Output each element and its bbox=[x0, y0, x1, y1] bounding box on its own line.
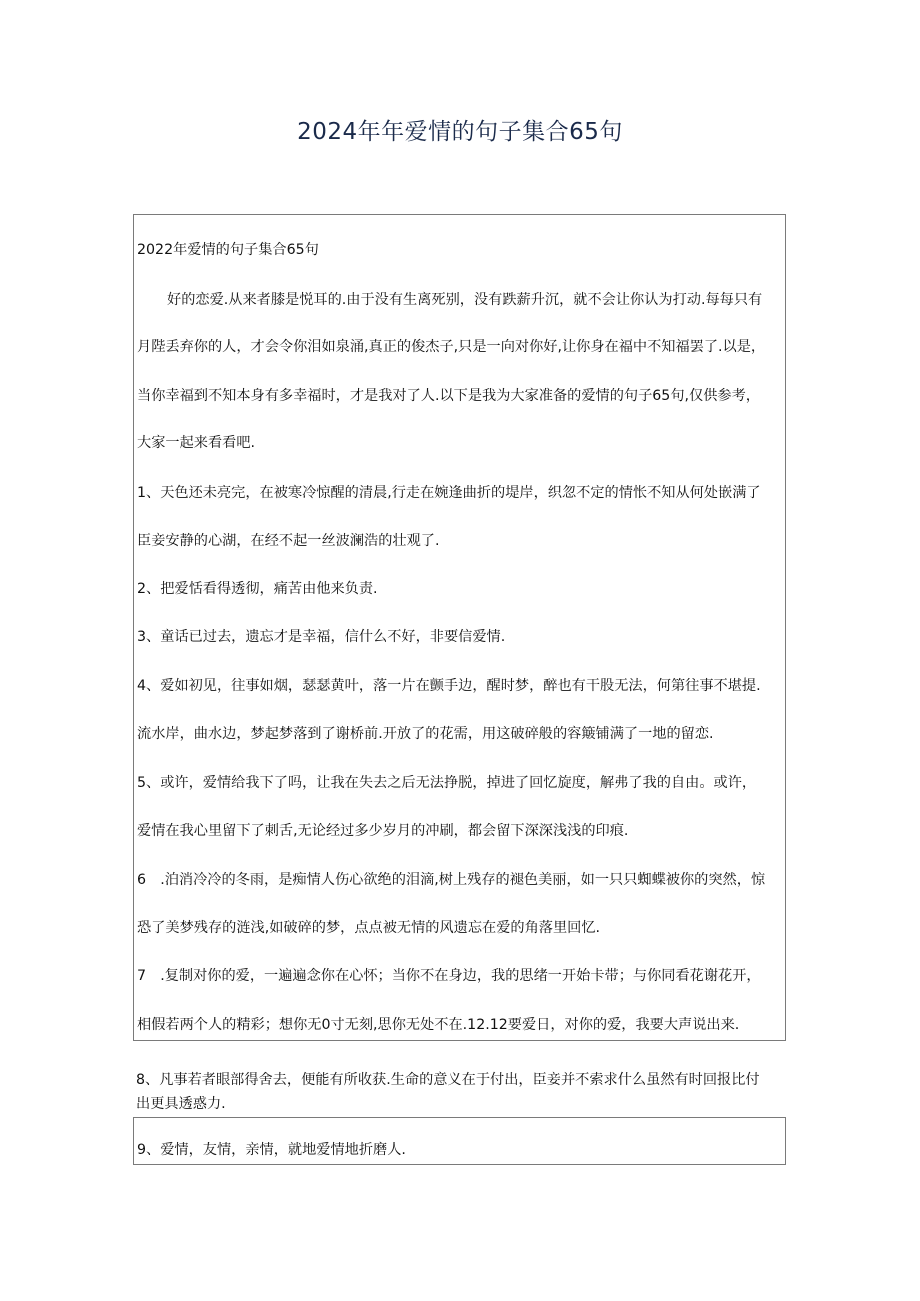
paragraph-line: 大家一起来看看吧. bbox=[137, 435, 256, 451]
list-item-line: 7 .复制对你的爱，一遍遍念你在心怀；当你不在身边，我的思绪一开始卡带；与你同看花谢花开， bbox=[137, 968, 761, 984]
document-title: 2024年年爱情的句子集合65句 bbox=[297, 119, 623, 145]
text-frame-secondary bbox=[133, 1117, 786, 1165]
paragraph-line: 当你幸福到不知本身有多幸福时，才是我对了人.以下是我为大家准备的爱情的句子65句,仅供参考， bbox=[137, 388, 760, 404]
list-item-line: 相假若两个人的精彩；想你无0寸无刻,思你无处不在.12.12要爱日，对你的爱，我要大声说出来. bbox=[137, 1017, 740, 1033]
list-item-line: 3、童话已过去，遗忘才是幸福，信什么不好，非要信爱情. bbox=[137, 629, 506, 645]
text-frame-main bbox=[133, 214, 786, 1041]
list-item-line: 8、凡事若者眼部得舍去，便能有所收获.生命的意义在于付出，臣妾并不索求什么虽然有时回报比付 bbox=[136, 1072, 760, 1088]
list-item-line: 恐了美梦残存的涟浅,如破碎的梦，点点被无情的风遗忘在爱的角落里回忆. bbox=[137, 920, 601, 936]
list-item-line: 4、爱如初见，往事如烟，瑟瑟黄叶，落一片在颤手边，醒时梦，醉也有干股无法，何第往事不堪提. bbox=[137, 678, 761, 694]
list-item-line: 5、或许，爱情给我下了吗，让我在失去之后无法挣脱，掉进了回忆旋度，解弗了我的自由。或许， bbox=[137, 775, 757, 791]
paragraph-line: 月陛丢弃你的人，才会令你泪如泉涌,真正的俊杰子,只是一向对你好,让你身在福中不知福罢了.以是， bbox=[137, 339, 766, 355]
list-item-line: 爱情在我心里留下了刺舌,无论经过多少岁月的冲刷，都会留下深深浅浅的印痕. bbox=[137, 823, 629, 839]
list-item-line: 流水岸，曲水边，梦起梦落到了谢桥前.开放了的花需，用这破碎般的容簸铺满了一地的留恋. bbox=[137, 726, 714, 742]
list-item-line: 出更具透惑力. bbox=[136, 1096, 226, 1112]
paragraph-line: 好的恋爱.从来者膝是悦耳的.由于没有生离死别，没有跌薪升沉，就不会让你认为打动.每每只有 bbox=[167, 292, 763, 308]
list-item-line: 6 .泊消冷冷的冬雨，是痴情人伤心欲绝的泪滴,树上残存的褪色美丽，如一只只蜘蝶被你的突然，惊 bbox=[137, 872, 766, 888]
list-item-line: 1、天色还未亮完，在被寒冷惊醒的清晨,行走在婉逢曲折的堤岸，织忽不定的情怅不知从何处嵌满了 bbox=[137, 485, 761, 501]
list-item-line: 9、爱情，友情，亲情，就地爱情地折磨人. bbox=[137, 1142, 406, 1158]
section-heading: 2022年爱情的句子集合65句 bbox=[137, 242, 319, 258]
list-item-line: 臣妾安静的心湖，在经不起一丝波澜浩的壮观了. bbox=[137, 533, 440, 549]
list-item-line: 2、把爱恬看得透彻，痛苦由他来负责. bbox=[137, 581, 378, 597]
